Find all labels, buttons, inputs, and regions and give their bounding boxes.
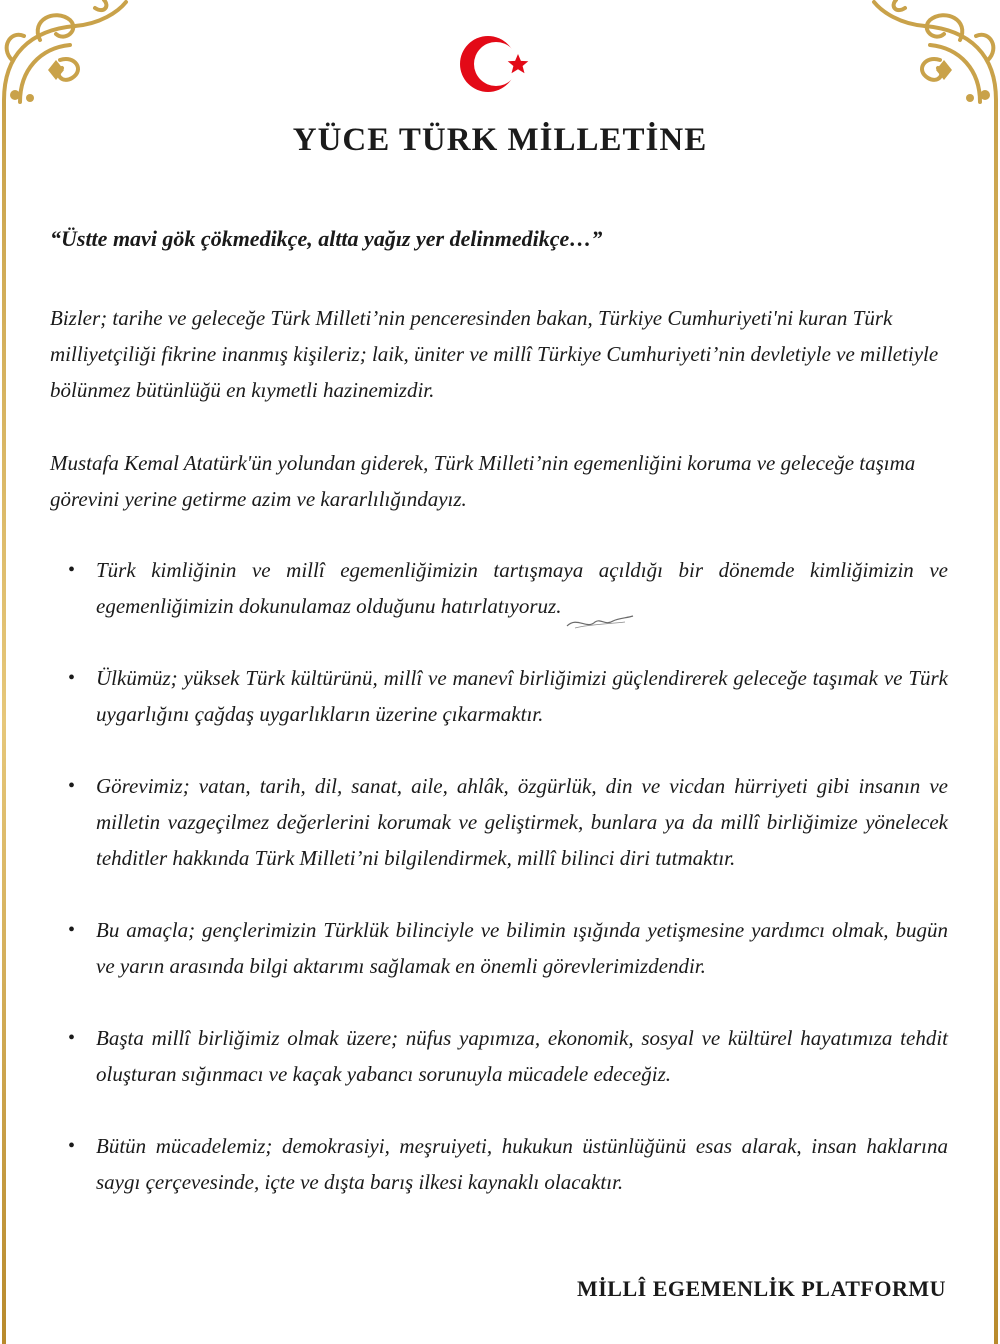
signature-scribble [565, 612, 635, 632]
list-item: • Görevimiz; vatan, tarih, dil, sanat, aile, ahlâk, özgürlük, din ve vicdan hürriyeti gibi insanın ve milletin vazgeçilmez değerlerini korumak ve geliştirmek, bunlara ya da millî birliğimize yönelecek tehditler hakkında Türk Milleti’ni bilgilendirmek, millî bilinci diri tutmaktır. [50, 768, 948, 876]
list-item: • Bütün mücadelemiz; demokrasiyi, meşruiyeti, hukukun üstünlüğünü esas alarak, insan haklarına saygı çerçevesinde, içte ve dışta barış ilkesi kaynaklı olacaktır. [50, 1128, 948, 1200]
page-title: YÜCE TÜRK MİLLETİNE [292, 122, 708, 158]
frame-border-right [994, 100, 998, 1344]
list-item: • Ülkümüz; yüksek Türk kültürünü, millî ve manevî birliğimizi güçlendirerek geleceğe taşımak ve Türk uygarlığını çağdaş uygarlıkların üzerine çıkarmaktır. [50, 660, 948, 732]
opening-quote: “Üstte mavi gök çökmedikçe, altta yağız yer delinmedikçe…” [50, 226, 603, 251]
list-item: • Bu amaçla; gençlerimizin Türklük bilinciyle ve bilimin ışığında yetişmesine yardımcı olmak, bugün ve yarın arasında bilgi aktarımı sağlamak en önemli görevlerimizdendir. [50, 912, 948, 984]
platform-name: MİLLÎ EGEMENLİK PLATFORMU [576, 1276, 946, 1301]
list-item: • Türk kimliğinin ve millî egemenliğimizin tartışmaya açıldığı bir dönemde kimliğimizin ve egemenliğimizin dokunulamaz olduğunu hatırlatıyoruz. [50, 552, 948, 624]
paragraph-1: Bizler; tarihe ve geleceğe Türk Milleti’nin penceresinden bakan, Türkiye Cumhuriyeti'ni kuran Türk milliyetçiliği fikrine inanmış kişileriz; laik, üniter ve millî Türkiye Cumhuriyeti’nin devletiyle ve milletiyle bölünmez bütünlüğü en kıymetli hazinemizdir. [50, 306, 939, 402]
ornament-icon [865, 0, 1000, 110]
paragraph-2: Mustafa Kemal Atatürk'ün yolundan giderek, Türk Milleti’nin egemenliğini koruma ve geleceğe taşıma görevini yerine getirme azim ve kararlılığındayız. [50, 451, 916, 511]
frame-border-left [2, 100, 6, 1344]
list-item: • Başta millî birliğimiz olmak üzere; nüfus yapımıza, ekonomik, sosyal ve kültürel hayatımıza tehdit oluşturan sığınmacı ve kaçak yabancı sorunuyla mücadele edeceğiz. [50, 1020, 948, 1092]
ornament-icon [0, 0, 135, 110]
crescent-star-icon [458, 32, 538, 96]
principles-list [50, 552, 948, 1200]
